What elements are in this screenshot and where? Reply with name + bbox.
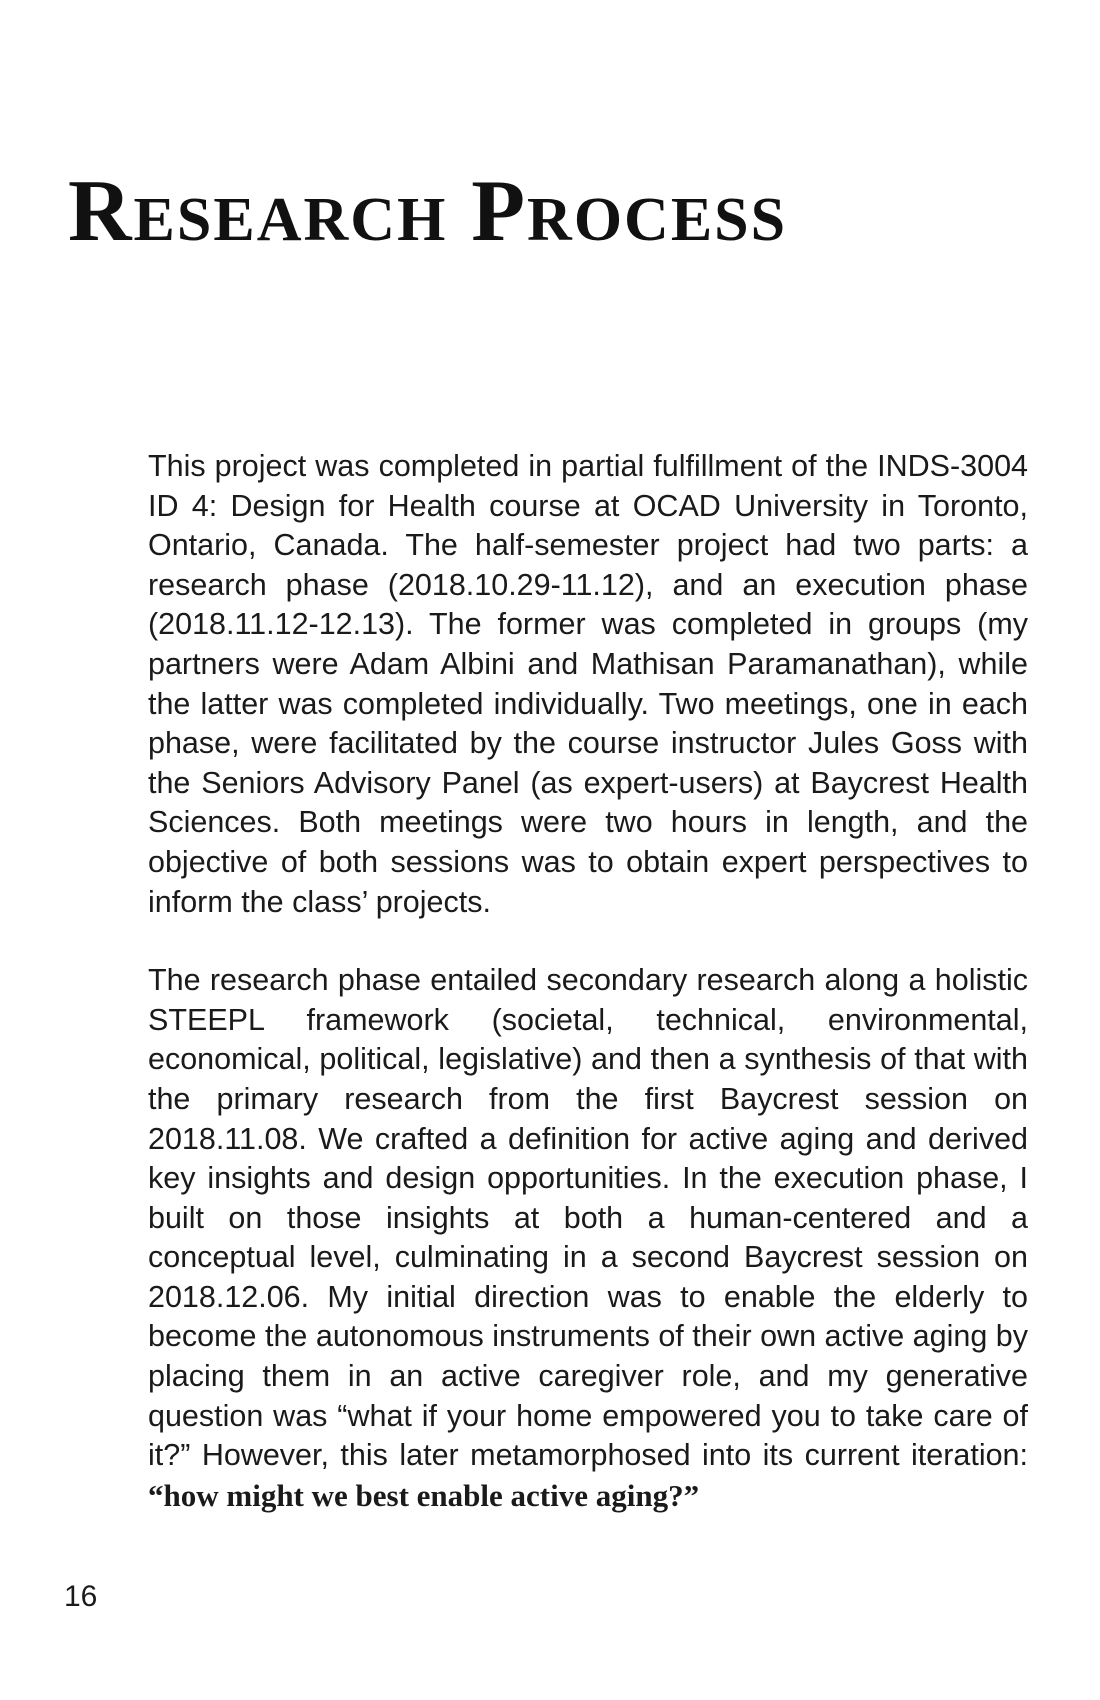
- guiding-question: “how might we best enable active aging?”: [148, 1477, 700, 1513]
- section-title: Research Process: [68, 163, 788, 260]
- paragraph-project-overview: This project was completed in partial fulfillment of the INDS-3004 ID 4: Design for Health course at OCAD University in Toronto, Ontario, Canada. The half-semester project had two parts: a research phase (2018.10.29-11.12), and an execution phase (2018.11.12-12.13). The former was completed in groups (my partners were Adam Albini and Mathisan Paramanathan), while the latter was completed individually. Two meetings, one in each phase, were facilitated by the course instructor Jules Goss with the Seniors Advisory Panel (as expert-users) at Baycrest Health Sciences. Both meetings were two hours in length, and the objective of both sessions was to obtain expert perspectives to inform the class’ projects.: [148, 449, 1028, 919]
- paragraph-research-phase: [148, 961, 1028, 1516]
- paragraph-research-phase-text: The research phase entailed secondary research along a holistic STEEPL framework (societal, technical, environmental, economical, political, legislative) and then a synthesis of that with the primary research from the first Baycrest session on 2018.11.08. We crafted a definition for active aging and derived key insights and design opportunities. In the execution phase, I built on those insights at both a human-centered and a conceptual level, culminating in a second Baycrest session on 2018.12.06. My initial direction was to enable the elderly to become the autonomous instruments of their own active aging by placing them in an active caregiver role, and my generative question was “what if your home empowered you to take care of it?” However, this later metamorphosed into its current iteration:: [148, 963, 1028, 1473]
- page-number: 16: [64, 1580, 98, 1613]
- body-text: [148, 447, 1028, 1516]
